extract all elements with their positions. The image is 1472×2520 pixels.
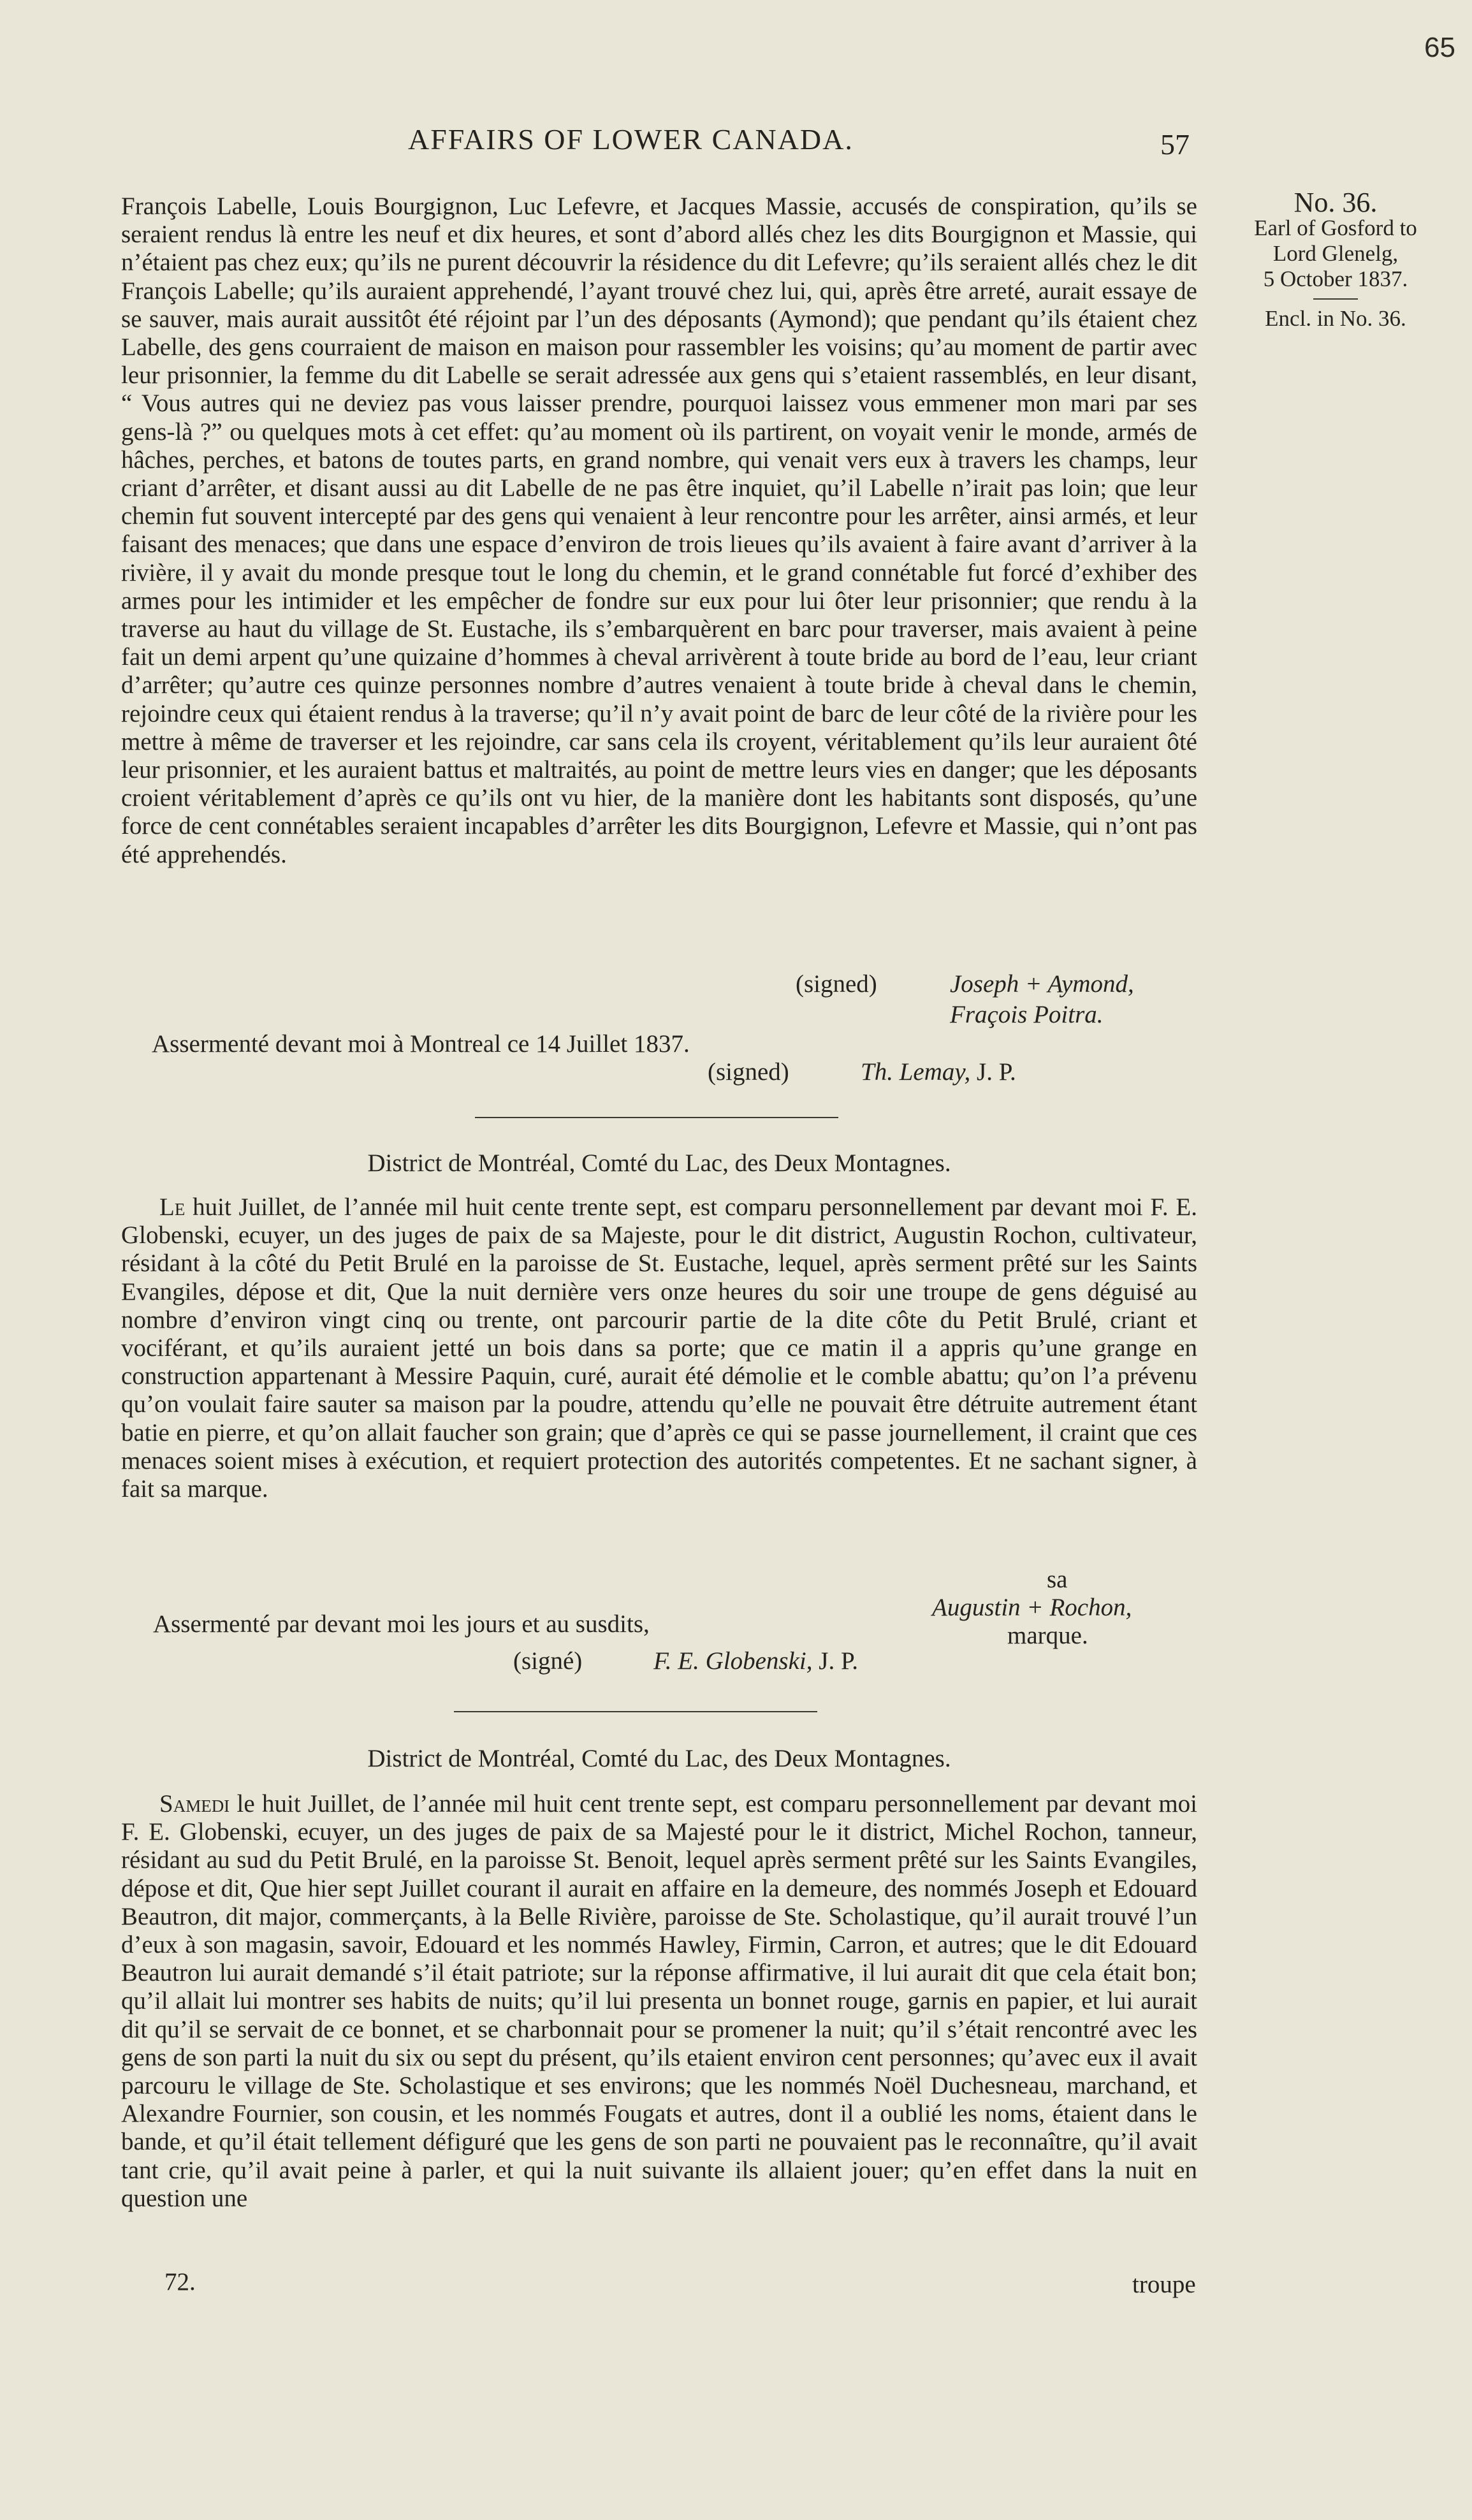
margin-date: 5 October 1837. <box>1263 266 1408 291</box>
margin-divider <box>1313 298 1358 300</box>
page-number: 57 <box>1160 128 1190 161</box>
deposition-3-lead: Samedi <box>159 1790 230 1817</box>
catchword: troupe <box>1132 2271 1196 2298</box>
deposition-1-paragraph: François Labelle, Louis Bourgignon, Luc Lefevre, et Jacques Massie, accusés de conspiration, qu’ils se seraient rendus là entre les neuf et dix heures, et sont d’abord allés chez les dits Bourgignon et Massie, qui n’étaient pas chez eux; qu’ils ne purent découvrir la résidence du dit Lefevre; qu’ils seraient allés chez le dit François Labelle; qu’ils auraient apprehendé, l’ayant trouvé chez lui, qui, après être arreté, aurait essaye de se sauver, mais aurait aussitôt été réjoint par l’un des déposants (Aymond); que pendant qu’ils étaient chez Labelle, des gens courraient de maison en maison pour rassembler les voisins; qu’au moment de partir avec leur prisonnier, la femme du dit Labelle se serait adressée aux gens qui s’etaient rassemblés, en leur disant, “ Vous autres qui ne deviez pas vous laisser prendre, pourquoi laissez vous emmener mon mari par ses gens-là ?” ou quelques mots à cet effet: qu’au moment où ils partirent, on voyait venir le monde, armés de hâches, perches, et batons de toutes parts, en grand nombre, qui venait vers eux à travers les champs, leur criant d’arrêter, et disant aussi au dit Labelle de ne pas être inquiet, qu’il Labelle n’irait pas loin; que leur chemin fut souvent intercepté par des gens qui venaient à leur rencontre pour les arrêter, ainsi armés, et leur faisant des menaces; que dans une espace d’environ de trois lieues qu’ils avaient à faire avant d’arriver à la rivière, il y avait du monde presque tout le long du chemin, et le grand connétable fut forcé d’exhiber des armes pour les intimider et les empêcher de fondre sur eux pour lui ôter leur prisonnier; que rendu à la traverse au haut du village de St. Eustache, ils s’embarquèrent en barc pour traverser, mais avaient à peine fait un demi arpent qu’une quizaine d’hommes à cheval arrivèrent à toute bride au bord de l’eau, leur criant d’arrêter; qu’autre ces quinze personnes nombre d’autres venaient à toute bride à cheval dans le chemin, rejoindre ceux qui étaient rendus à la traverse; qu’il n’y avait point de barc de leur côté de la rivière pour les mettre à même de traverser et les rejoindre, car sans cela ils croyent, véritablement qu’ils leur auraient ôté leur prisonnier, et les auraient battus et maltraités, au point de mettre leurs vies en danger; que les déposants croient véritablement d’après ce qu’ils ont vu hier, de la manière dont les habitants sont disposés, qu’une force de cent connétables seraient incapables d’arrêter les dits Bourgignon, Lefevre et Massie, qui n’ont pas été apprehendés. <box>121 193 1197 868</box>
margin-doc-number: No. 36. <box>1293 187 1378 218</box>
justice-signature-2 <box>653 1647 858 1675</box>
justice-name-lemay: Th. Lemay, <box>861 1058 971 1086</box>
signer-aymond: Joseph + Aymond, <box>950 970 1134 998</box>
justice-suffix-1: J. P. <box>977 1058 1016 1086</box>
justice-signature-1 <box>861 1058 1016 1086</box>
section-2-heading: District de Montréal, Comté du Lac, des Deux Montagnes. <box>367 1149 951 1177</box>
deposition-1-text <box>121 193 1197 869</box>
deposition-3-body: le huit Juillet, de l’année mil huit cent trente sept, est comparu personnellement par devant moi F. E. Globenski, ecuyer, un des juges de paix de sa Majesté pour le it district, Michel Rochon, tanneur, résidant au sud du Petit Brulé, en la paroisse St. Benoit, lequel après serment prêté sur les Saints Evangiles, dépose et dit, Que hier sept Juillet courant il aurait en affaire en la demeure, des nommés Joseph et Edouard Beautron, dit major, commerçants, à la Belle Rivière, paroisse de Ste. Scholastique, qu’il aurait trouvé l’un d’eux à son magasin, savoir, Edouard et les nommés Hawley, Firmin, Carron, et autres; que le dit Edouard Beautron lui aurait demandé s’il était patriote; sur la réponse affirmative, il lui aurait dit que cela était bon; qu’il allait lui montrer ses habits de nuits; qu’il lui presenta un bonnet rouge, garnis en papier, et lui aurait dit qu’il se servait de ce bonnet, et se charbonnait pour se promener la nuit; qu’il s’était rencontré avec les gens de son parti la nuit du six ou sept du présent, qu’ils etaient environ cent personnes; qu’avec eux il avait parcouru le village de Ste. Scholastique et ses environs; que les nommés Noël Duchesneau, marchand, et Alexandre Fournier, son cousin, et les nommés Fougats et autres, dont il a oublié les noms, étaient dans le bande, et qu’il était tellement défiguré que les gens de son parti ne pouvaient pas le reconnaître, qu’il avait tant crie, qu’il avait peine à parler, et qui la nuit suivante ils allaient jouer; qu’en effet dans la nuit en question une <box>121 1790 1197 2212</box>
justice-suffix-2: J. P. <box>819 1647 859 1675</box>
signature-mark: 72. <box>164 2268 196 2296</box>
signer-poitra: Fraçois Poitra. <box>950 1001 1104 1028</box>
mark-sa: sa <box>1047 1566 1068 1593</box>
section-divider-2 <box>454 1711 817 1712</box>
mark-marque: marque. <box>1007 1622 1088 1649</box>
deposition-2-paragraph <box>121 1193 1197 1503</box>
signed-label-3: (signé) <box>513 1647 583 1675</box>
margin-enclosure: Encl. in No. 36. <box>1265 306 1406 331</box>
running-title: AFFAIRS OF LOWER CANADA. <box>408 123 854 156</box>
margin-note <box>1202 187 1469 331</box>
section-divider-1 <box>475 1117 838 1118</box>
justice-name-globenski: F. E. Globenski, <box>653 1647 813 1675</box>
margin-line-2: Lord Glenelg, <box>1272 241 1399 266</box>
sworn-statement-1: Assermenté devant moi à Montreal ce 14 Juillet 1837. <box>152 1030 690 1058</box>
deposition-3-paragraph <box>121 1790 1197 2213</box>
deposition-2-body: huit Juillet, de l’année mil huit cente trente sept, est comparu personnellement par devant moi F. E. Globenski, ecuyer, un des juges de paix de sa Majeste, pour le dit district, Augustin Rochon, cultivateur, résidant à la côté du Petit Brulé en la paroisse de St. Eustache, lequel, après serment prêté sur les Saints Evangiles, dépose et dit, Que la nuit dernière vers onze heures du soir une troupe de gens déguisé au nombre d’environ vingt cinq ou trente, ont parcourir partie de la dite côte du Petit Brulé, criant et vociférant, et qu’ils auraient jetté un bois dans sa porte; que ce matin il a appris qu’une grange en construction appartenant à Messire Paquin, curé, aurait été démolie et le comble abattu; qu’on l’a prévenu qu’on voulait faire sauter sa maison par la poudre, attendu qu’elle ne pouvait être détruite autrement étant batie en pierre, et qu’on allait faucher son grain; que d’après ce qui se passe journellement, il craint que ces menaces soient mises à exécution, et requiert protection des autorités competentes. Et ne sachant signer, à fait sa marque. <box>121 1193 1197 1503</box>
mark-name-augustin: Augustin + Rochon, <box>932 1594 1132 1621</box>
margin-line-1: Earl of Gosford to <box>1254 215 1417 240</box>
deposition-2-lead: Le <box>159 1193 186 1221</box>
sworn-statement-2: Assermenté par devant moi les jours et au susdits, <box>153 1610 650 1638</box>
signed-label-2: (signed) <box>708 1058 789 1086</box>
archive-page-stamp: 65 <box>1424 32 1455 63</box>
deposition-3-text <box>121 1790 1197 2213</box>
deposition-2-text <box>121 1193 1197 1503</box>
section-3-heading: District de Montréal, Comté du Lac, des Deux Montagnes. <box>367 1745 951 1772</box>
signed-label-1: (signed) <box>796 970 877 998</box>
